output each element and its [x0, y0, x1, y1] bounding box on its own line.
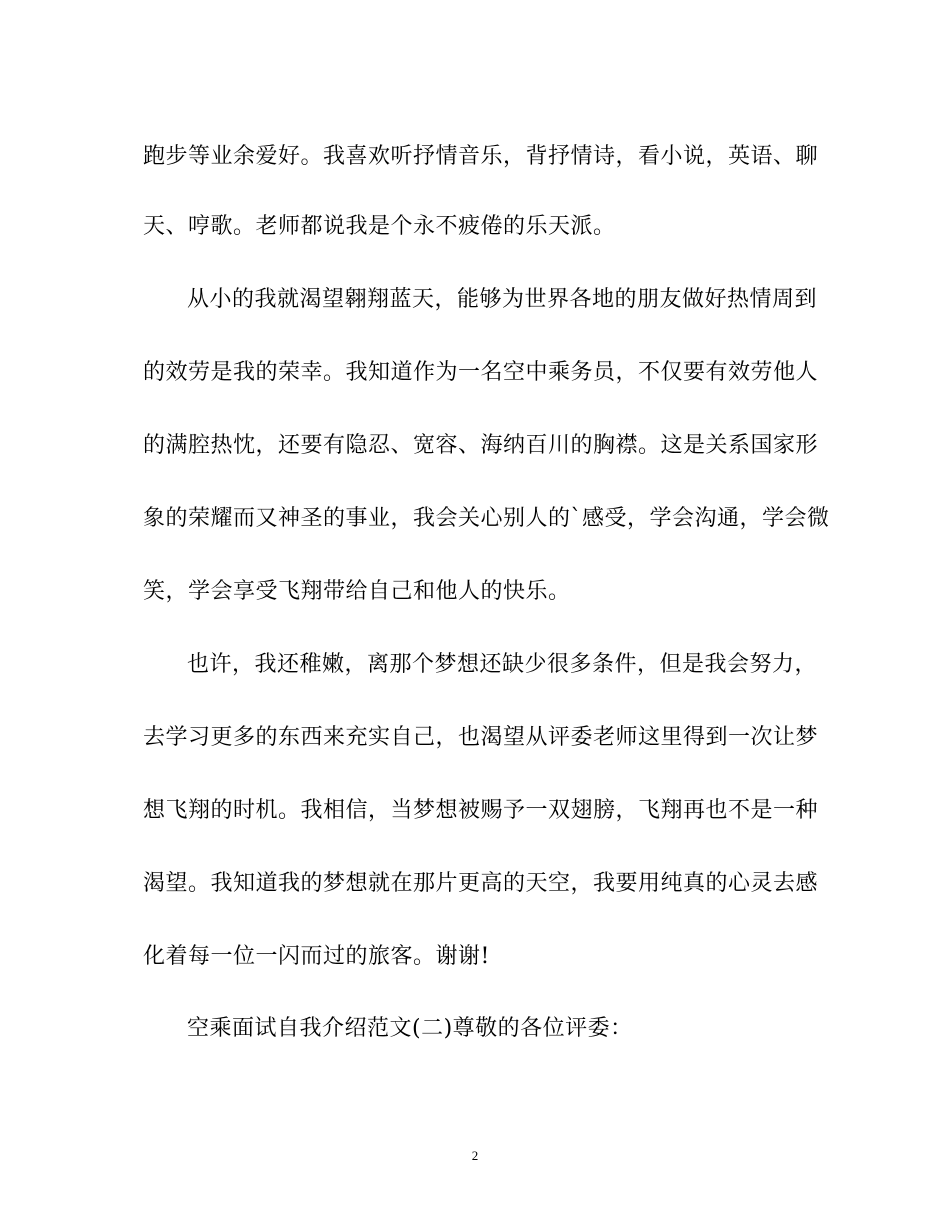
- text-line-4: 的效劳是我的荣幸。我知道作为一名空中乘务员，不仅要有效劳他人: [143, 360, 819, 385]
- text-line-5: 的满腔热忱，还要有隐忍、宽容、海纳百川的胸襟。这是关系国家形: [143, 433, 819, 458]
- paragraph-start-line: 从小的我就渴望翱翔蓝天，能够为世界各地的朋友做好热情周到: [187, 287, 818, 312]
- section-heading-line: 空乘面试自我介绍范文(二)尊敬的各位评委：: [187, 1016, 633, 1041]
- text-line-10: 想飞翔的时机。我相信，当梦想被赐予一双翅膀，飞翔再也不是一种: [143, 798, 819, 823]
- text-line-12: 化着每一位一闪而过的旅客。谢谢!: [143, 944, 490, 969]
- paragraph-start-line: 也许，我还稚嫩，离那个梦想还缺少很多条件，但是我会努力，: [187, 652, 818, 677]
- text-line-11: 渴望。我知道我的梦想就在那片更高的天空，我要用纯真的心灵去感: [143, 871, 819, 896]
- text-line-7: 笑，学会享受飞翔带给自己和他人的快乐。: [143, 579, 571, 604]
- text-line-6: 象的荣耀而又神圣的事业，我会关心别人的`感受，学会沟通，学会微: [143, 506, 830, 531]
- text-line-1: 跑步等业余爱好。我喜欢听抒情音乐，背抒情诗，看小说，英语、聊: [143, 144, 819, 169]
- text-line-2: 天、哼歌。老师都说我是个永不疲倦的乐天派。: [143, 214, 616, 239]
- text-line-9: 去学习更多的东西来充实自己，也渴望从评委老师这里得到一次让梦: [143, 725, 819, 750]
- page-number: 2: [471, 1148, 479, 1163]
